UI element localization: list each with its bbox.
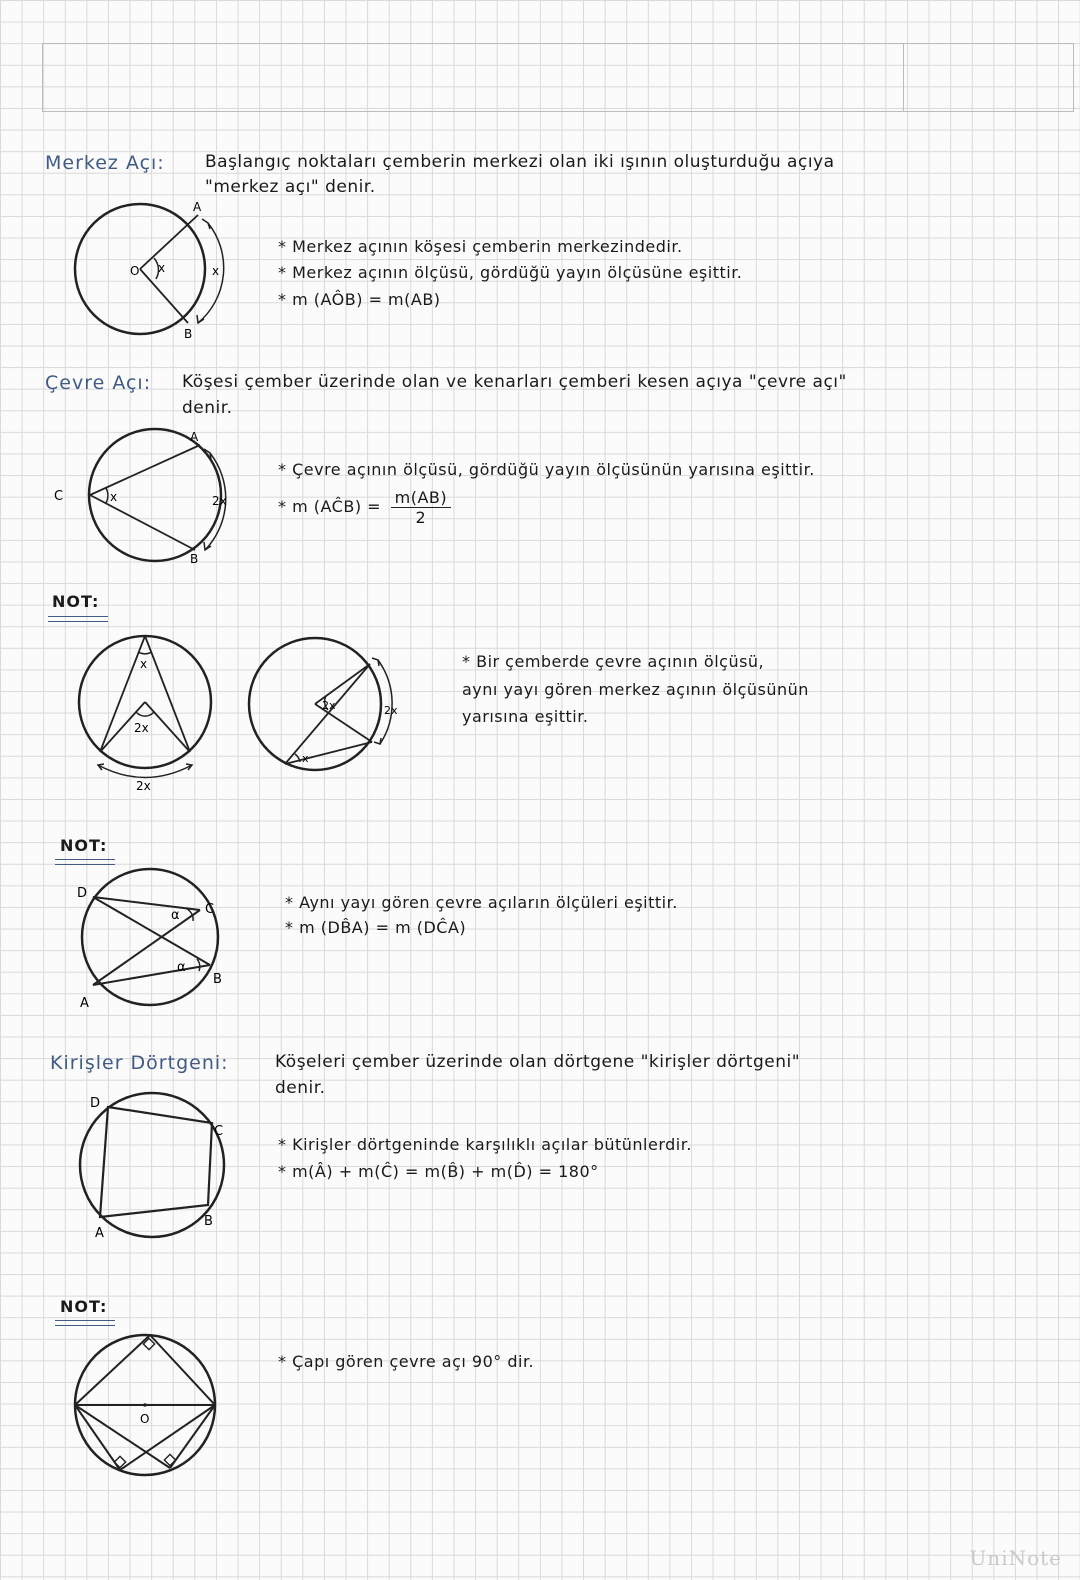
not1-text3: yarısına eşittir. — [462, 707, 589, 726]
kirisler-definition-line1: Köşeleri çember üzerinde olan dörtgene "kirişler dörtgeni" — [275, 1052, 801, 1072]
header-box — [42, 43, 1074, 112]
cevre-rule2-left: * m (AĈB) = — [278, 497, 382, 516]
kirisler-fig-A: A — [95, 1226, 104, 1241]
not3-text1: * Çapı gören çevre açı 90° dir. — [278, 1352, 535, 1371]
not1-fig2-bottom-x: x — [302, 752, 309, 765]
cevre-rule2 — [278, 488, 451, 527]
not2-fig-alpha2: α — [177, 960, 186, 975]
kirisler-rule1: * Kirişler dörtgeninde karşılıklı açılar bütünlerdir. — [278, 1135, 692, 1154]
merkez-figure — [60, 195, 250, 345]
not3-fig-O: O — [140, 1412, 150, 1426]
cevre-fig-A: A — [190, 430, 199, 444]
merkez-rule2: * Merkez açının ölçüsü, gördüğü yayın ölçüsüne eşittir. — [278, 263, 743, 282]
cevre-fig-C: C — [54, 489, 64, 504]
uninote-watermark: UniNote — [969, 1546, 1062, 1570]
merkez-title: Merkez Açı: — [45, 152, 165, 174]
kirisler-title: Kirişler Dörtgeni: — [50, 1052, 229, 1074]
merkez-fig-B: B — [184, 327, 193, 341]
not1-fig1-top-x: x — [140, 657, 148, 671]
not2-underline — [55, 859, 115, 860]
kirisler-fig-B: B — [204, 1214, 213, 1229]
cevre-rule2-numerator: m(AB) — [391, 488, 452, 508]
not1-fig1-arc-2x: 2x — [136, 779, 151, 793]
cevre-rule2-denominator: 2 — [415, 508, 427, 527]
not3-underline — [55, 1320, 115, 1321]
not1-text2: aynı yayı gören merkez açının ölçüsünün — [462, 680, 809, 699]
cevre-rule2-fraction — [391, 488, 452, 527]
not2-fig-B: B — [213, 972, 222, 987]
merkez-fig-arc-x: x — [212, 264, 220, 278]
not1-fig1-center-2x: 2x — [134, 721, 149, 735]
kirisler-definition-line2: denir. — [275, 1078, 326, 1098]
not2-underline2 — [55, 864, 115, 865]
not1-underline — [48, 616, 108, 617]
not2-fig-D: D — [77, 886, 88, 901]
cevre-figure — [50, 425, 250, 570]
cevre-fig-B: B — [190, 552, 199, 566]
header-divider — [903, 44, 904, 111]
cevre-fig-arc-2x: 2x — [212, 494, 227, 508]
not2-text2: * m (DB̂A) = m (DĈA) — [285, 918, 467, 937]
not2-figure — [65, 875, 265, 1015]
merkez-rule1: * Merkez açının köşesi çemberin merkezindedir. — [278, 237, 683, 256]
not1-fig2-center-2x: 2x — [322, 699, 336, 712]
not2-label: NOT: — [60, 836, 108, 855]
not2-fig-alpha1: α — [171, 908, 180, 923]
merkez-definition-line2: "merkez açı" denir. — [205, 177, 376, 197]
merkez-definition-line1: Başlangıç noktaları çemberin merkezi olan iki ışının oluşturduğu açıya — [205, 152, 835, 172]
cevre-definition-line1: Köşesi çember üzerinde olan ve kenarları çemberi kesen açıya "çevre açı" — [182, 372, 847, 392]
kirisler-fig-D: D — [90, 1096, 101, 1111]
merkez-fig-O: O — [130, 264, 140, 278]
not1-underline2 — [48, 621, 108, 622]
not1-figure-1 — [60, 630, 230, 795]
not1-text1: * Bir çemberde çevre açının ölçüsü, — [462, 652, 765, 671]
not1-fig2-arc-2x: 2x — [384, 704, 398, 717]
merkez-fig-angle-x: x — [158, 261, 166, 275]
not3-underline2 — [55, 1325, 115, 1326]
not2-text1: * Aynı yayı gören çevre açıların ölçüleri eşittir. — [285, 893, 678, 912]
cevre-rule1: * Çevre açının ölçüsü, gördüğü yayın ölçüsünün yarısına eşittir. — [278, 460, 815, 479]
merkez-fig-A: A — [193, 200, 202, 214]
not2-fig-A: A — [80, 996, 89, 1011]
kirisler-rule2: * m(Â) + m(Ĉ) = m(B̂) + m(D̂) = 180° — [278, 1162, 599, 1181]
not3-label: NOT: — [60, 1297, 108, 1316]
kirisler-fig-C: C — [214, 1124, 224, 1139]
cevre-title: Çevre Açı: — [45, 372, 152, 394]
not2-fig-C: C — [205, 902, 215, 917]
merkez-rule3: * m (AÔB) = m(AB) — [278, 290, 441, 309]
not1-label: NOT: — [52, 592, 100, 611]
cevre-definition-line2: denir. — [182, 398, 233, 418]
cevre-fig-angle-x: x — [110, 490, 118, 504]
not3-figure — [60, 1330, 235, 1480]
not1-figure-2 — [240, 632, 420, 782]
kirisler-figure — [70, 1085, 240, 1245]
